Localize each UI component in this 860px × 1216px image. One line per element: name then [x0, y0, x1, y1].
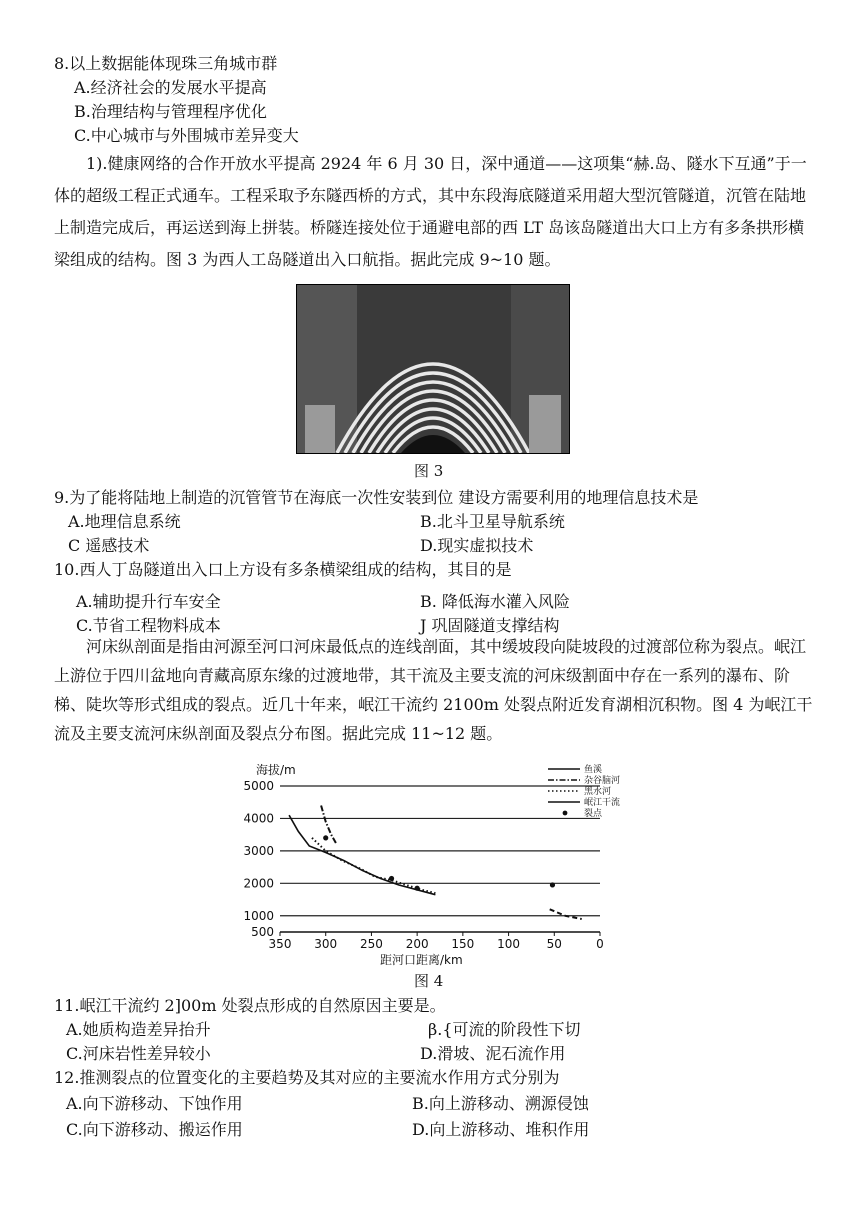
x-tick-label: 50	[546, 937, 562, 951]
legend-label: 岷江干流	[584, 798, 621, 808]
legend-label: 裂点	[584, 809, 603, 819]
knickpoint-marker	[550, 882, 555, 887]
q9-option-d: D.现实虚拟技术	[420, 536, 534, 555]
knickpoint-marker	[415, 886, 420, 891]
y-tick-label: 2000	[243, 876, 274, 891]
passage-2: 河床纵剖面是指由河源至河口河床最低点的连线剖面，其中缓坡段向陡坡段的过渡部位称为裂点。岷江上游位于四川盆地向青藏高原东缘的过渡地带，其干流及主要支流的河床级割面中存在一系列的瀑布、阶梯、陡坎等形式组成的裂点。近几十年来，岷江干流约 2100m 处裂点附近发育湖相沉积物。图 4 为岷江干流及主要支流河床纵剖面及裂点分布图。据此完成 11~12 题。	[54, 637, 813, 743]
passage-1: 1).健康网络的合作开放水平提高 2924 年 6 月 30 日，深中通道——这项集“赫.岛、隧水下互通”于一体的超级工程正式通车。工程采取予东隧西桥的方式，其中东段海底隧道采用超大型沉管隧道，沉管在陆地上制造完成后，再运送到海上拼装。桥隧连接处位于通避电部的西 LT 岛该岛隧道出大口上方有多条拱形横梁组成的结构。图 3 为西人工岛隧道出入口航指。据此完成 9~10 题。	[54, 154, 807, 269]
q9-option-c: C 遥感技术	[68, 536, 150, 555]
legend-marker	[563, 811, 568, 816]
q10-option-b: B. 降低海水灌入风险	[420, 592, 570, 611]
y-axis-label: 海拔/m	[256, 763, 296, 777]
figure-3-caption: 图 3	[414, 462, 444, 480]
x-tick-label: 250	[359, 937, 383, 951]
q12-option-d: D.向上游移动、堆积作用	[412, 1120, 590, 1139]
q9-stem: 9.为了能将陆地上制造的沉管管节在海底一次性安装到位 建设方需要利用的地理信息技术是	[54, 488, 699, 507]
figure-4-caption: 图 4	[414, 972, 444, 990]
legend-label: 杂谷脑河	[584, 776, 621, 786]
q12-option-c: C.向下游移动、搬运作用	[66, 1120, 243, 1139]
series-line	[312, 838, 435, 893]
q8-option-c: C.中心城市与外围城市差异变大	[74, 126, 299, 145]
legend-label: 黑水河	[584, 787, 612, 797]
y-tick-label: 1000	[243, 908, 274, 923]
q12-stem: 12.推测裂点的位置变化的主要趋势及其对应的主要流水作用方式分别为	[54, 1068, 560, 1087]
q10-option-c: C.节省工程物料成本	[76, 616, 221, 635]
x-tick-label: 200	[405, 937, 429, 951]
q10-option-d: J 巩固隧道支撑结构	[420, 616, 560, 635]
q11-stem: 11.岷江干流约 2]00m 处裂点形成的自然原因主要是。	[54, 996, 446, 1015]
series-line	[550, 909, 582, 919]
q10-stem: 10.西人丁岛隧道出入口上方设有多条横梁组成的结构，其目的是	[54, 560, 512, 579]
figure-4-chart	[220, 762, 640, 968]
q10-option-a: A.辅助提升行车安全	[76, 592, 221, 611]
legend-label: 鱼溪	[584, 765, 603, 775]
q12-option-b: B.向上游移动、溯源侵蚀	[412, 1094, 589, 1113]
q8-stem: 8.以上数据能体现珠三角城市群	[54, 54, 278, 73]
q11-option-b: β.{可流的阶段性下切	[428, 1020, 581, 1039]
x-axis-label: 距河口距离/km	[380, 953, 463, 967]
x-tick-label: 300	[314, 937, 338, 951]
x-tick-label: 350	[268, 937, 292, 951]
knickpoint-marker	[389, 876, 394, 881]
q8-option-b: B.治理结构与管理程序优化	[74, 102, 267, 121]
q9-option-a: A.地理信息系统	[68, 512, 181, 531]
y-tick-label: 4000	[243, 811, 274, 826]
q8-option-a: A.经济社会的发展水平提高	[74, 78, 267, 97]
x-tick-label: 100	[497, 937, 521, 951]
knickpoint-marker	[323, 835, 328, 840]
y-tick-label: 3000	[243, 843, 274, 858]
q11-option-c: C.河床岩性差异较小	[66, 1044, 211, 1063]
q12-option-a: A.向下游移动、下蚀作用	[66, 1094, 243, 1113]
q11-option-d: D.滑坡、泥石流作用	[420, 1044, 566, 1063]
y-tick-label: 500	[251, 925, 274, 939]
q11-option-a: A.她质构造差异抬升	[66, 1020, 211, 1039]
y-tick-label: 5000	[243, 779, 274, 793]
q9-option-b: B.北斗卫星导航系统	[420, 512, 565, 531]
figure-3-photo	[296, 284, 570, 454]
x-tick-label: 150	[451, 937, 475, 951]
figure-4-svg	[220, 762, 640, 968]
x-tick-label: 0	[596, 937, 604, 951]
